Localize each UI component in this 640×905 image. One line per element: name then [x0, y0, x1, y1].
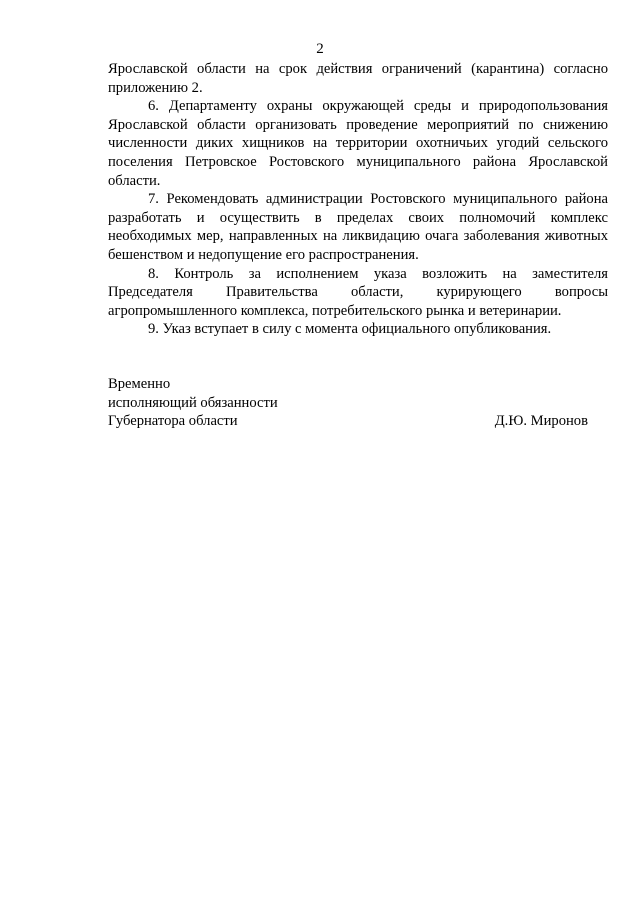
- paragraph-continuation: Ярославской области на срок действия ограничений (карантина) согласно приложению 2.: [108, 61, 608, 96]
- paragraph-item-9: 9. Указ вступает в силу с момента официального опубликования.: [148, 321, 552, 338]
- signature-row: [108, 412, 588, 431]
- document-body: [108, 60, 608, 339]
- paragraph-item-7: 7. Рекомендовать администрации Ростовского муниципального района разработать и осуществить в пределах своих полномочий комплекс необходимых мер, направленных на ликвидацию очага заболевания животных бешенством и недопущение его распространения.: [108, 191, 608, 263]
- page-number: 2: [316, 41, 324, 57]
- signature-block: [108, 375, 588, 431]
- paragraph-item-8: 8. Контроль за исполнением указа возложить на заместителя Председателя Правительства области, курирующего вопросы агропромышленного комплекса, потребительского рынка и ветеринарии.: [108, 265, 608, 319]
- signature-position-line-2: исполняющий обязанности: [108, 394, 278, 411]
- signature-position-line-1: Временно: [108, 376, 171, 392]
- signature-position-line-3: Губернатора области: [108, 413, 238, 430]
- signatory-name: Д.Ю. Миронов: [494, 413, 588, 430]
- paragraph-item-6: 6. Департаменту охраны окружающей среды и природопользования Ярославской области организовать проведение мероприятий по снижению численности диких хищников на территории охотничьих угодий сельского поселения Петровское Ростовского муниципального района Ярославской области.: [108, 98, 608, 189]
